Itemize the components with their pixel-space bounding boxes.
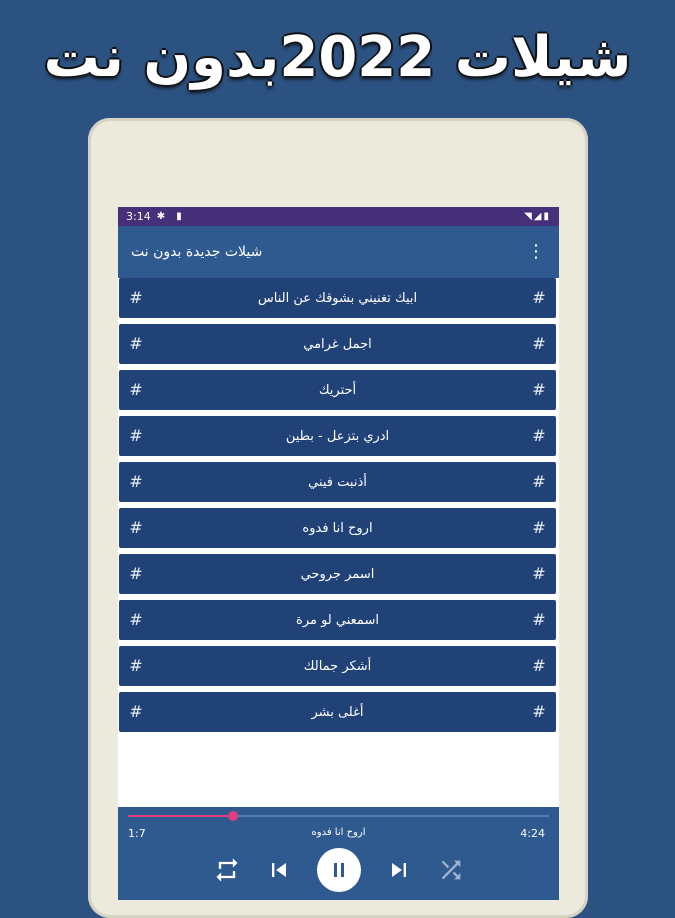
now-playing-title: اروح انا فدوه [311, 827, 366, 838]
song-row[interactable] [119, 692, 556, 732]
skip-previous-icon[interactable] [265, 856, 293, 884]
grid-icon: # [129, 610, 143, 629]
song-title: ابيك تغنيني بشوقك عن الناس [257, 290, 418, 306]
grid-icon: # [129, 472, 143, 491]
grid-icon: # [129, 380, 143, 399]
status-bar [118, 207, 559, 226]
song-title: اروح انا فدوه [302, 520, 373, 536]
grid-icon: # [532, 288, 546, 307]
song-title: أذنبت فيني [308, 474, 367, 490]
grid-icon: # [129, 702, 143, 721]
grid-icon: # [532, 472, 546, 491]
song-title: اسمعني لو مرة [296, 612, 379, 628]
total-time: 4:24 [520, 827, 545, 840]
seek-thumb[interactable] [228, 811, 238, 821]
app-bar [118, 226, 559, 278]
grid-icon: # [129, 288, 143, 307]
elapsed-time: 1:7 [128, 827, 146, 840]
song-row[interactable] [119, 554, 556, 594]
pause-icon [327, 858, 351, 882]
grid-icon: # [532, 610, 546, 629]
song-row[interactable] [119, 278, 556, 318]
song-title: أغلى بشر [311, 704, 364, 720]
grid-icon: # [532, 426, 546, 445]
media-player [118, 807, 559, 900]
grid-icon: # [532, 656, 546, 675]
time-row [118, 827, 559, 843]
song-row[interactable] [119, 324, 556, 364]
grid-icon: # [129, 518, 143, 537]
grid-icon: # [532, 518, 546, 537]
grid-icon: # [532, 564, 546, 583]
song-row[interactable] [119, 600, 556, 640]
seek-progress [128, 815, 233, 817]
song-row[interactable] [119, 508, 556, 548]
more-vert-icon[interactable]: ⋮ [527, 241, 545, 262]
skip-next-icon[interactable] [385, 856, 413, 884]
song-title: اسمر جروحي [300, 566, 375, 582]
song-row[interactable] [119, 462, 556, 502]
playback-controls [118, 847, 559, 893]
song-title: أشكر جمالك [303, 658, 372, 674]
shuffle-icon[interactable] [437, 856, 465, 884]
promo-title: شيلات 2022بدون نت [43, 25, 632, 90]
grid-icon: # [129, 426, 143, 445]
song-title: ادري بتزعل - بطين [285, 428, 390, 444]
grid-icon: # [532, 334, 546, 353]
repeat-icon[interactable] [213, 856, 241, 884]
song-title: أحتريك [318, 382, 357, 398]
wifi-signal-battery-icon: ◥◢▮ [524, 211, 551, 222]
song-title: اجمل غرامي [303, 336, 372, 352]
grid-icon: # [129, 334, 143, 353]
song-row[interactable] [119, 646, 556, 686]
settings-icon: ✱ ▮ [156, 211, 186, 222]
app-screen [118, 207, 559, 900]
song-row[interactable] [119, 416, 556, 456]
grid-icon: # [532, 702, 546, 721]
status-time: 3:14 [126, 210, 151, 223]
seek-bar[interactable] [128, 815, 549, 817]
app-title: شيلات جديدة بدون نت [131, 244, 263, 260]
grid-icon: # [129, 656, 143, 675]
grid-icon: # [532, 380, 546, 399]
grid-icon: # [129, 564, 143, 583]
song-row[interactable] [119, 370, 556, 410]
pause-button[interactable] [317, 848, 361, 892]
